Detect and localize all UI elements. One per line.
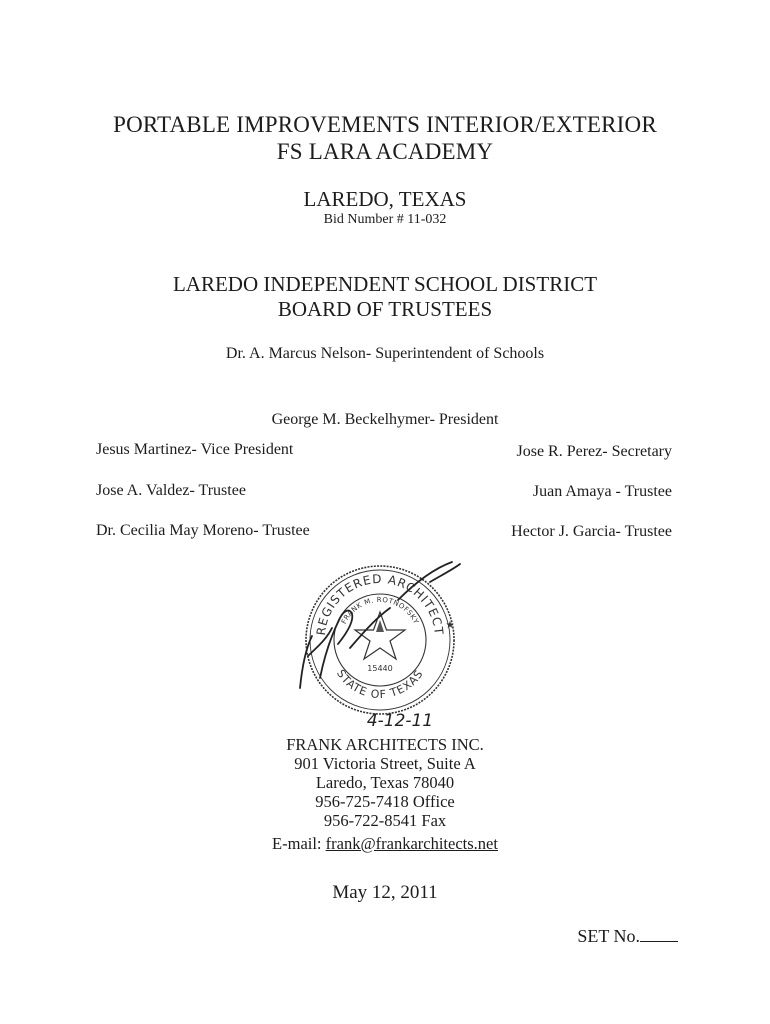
architect-office-phone: 956-725-7418 Office <box>315 792 455 811</box>
set-number <box>577 926 678 947</box>
superintendent: Dr. A. Marcus Nelson- Superintendent of Schools <box>225 345 545 362</box>
architect-firm: FRANK ARCHITECTS INC. <box>286 735 484 754</box>
project-title: PORTABLE IMPROVEMENTS INTERIOR/EXTERIOR <box>113 112 657 137</box>
project-subtitle: FS LARA ACADEMY <box>276 139 494 164</box>
signature-date: 4-12-11 <box>366 711 434 731</box>
architect-fax: 956-722-8541 Fax <box>323 811 447 830</box>
set-label: SET No. <box>577 926 640 946</box>
district-name: LAREDO INDEPENDENT SCHOOL DISTRICT <box>172 272 598 296</box>
bid-number: Bid Number # 11-032 <box>323 212 447 227</box>
location: LAREDO, TEXAS <box>303 187 467 211</box>
email-link[interactable]: frank@frankarchitects.net <box>325 834 498 853</box>
board-title: BOARD OF TRUSTEES <box>277 297 493 321</box>
seal-top-text: REGISTERED ARCHITECT <box>313 571 447 637</box>
star-icon <box>355 612 405 659</box>
email-label: E-mail: <box>272 834 326 853</box>
board-president: George M. Beckelhymer- President <box>271 411 499 428</box>
set-number-blank[interactable] <box>640 926 678 942</box>
seal-small-star-icon: ★ <box>445 620 455 631</box>
star-shade <box>376 620 384 632</box>
seal-bottom-text: STATE OF TEXAS <box>333 667 427 702</box>
architect-street: 901 Victoria Street, Suite A <box>294 754 476 773</box>
architect-email-line <box>0 834 770 854</box>
trustee-left-2: Jose A. Valdez- Trustee <box>96 482 246 499</box>
trustee-right-3: Hector J. Garcia- Trustee <box>511 523 672 540</box>
trustee-left-1: Jesus Martinez- Vice President <box>96 441 294 458</box>
seal-name-text: FRANK M. ROTNOFSKY <box>339 595 421 626</box>
architect-city: Laredo, Texas 78040 <box>315 773 455 792</box>
trustee-left-3: Dr. Cecilia May Moreno- Trustee <box>96 522 310 539</box>
architect-seal <box>280 548 480 738</box>
seal-number: 15440 <box>367 664 393 673</box>
document-date: May 12, 2011 <box>332 882 438 903</box>
trustee-right-2: Juan Amaya - Trustee <box>532 483 672 500</box>
trustee-right-1: Jose R. Perez- Secretary <box>516 443 672 460</box>
